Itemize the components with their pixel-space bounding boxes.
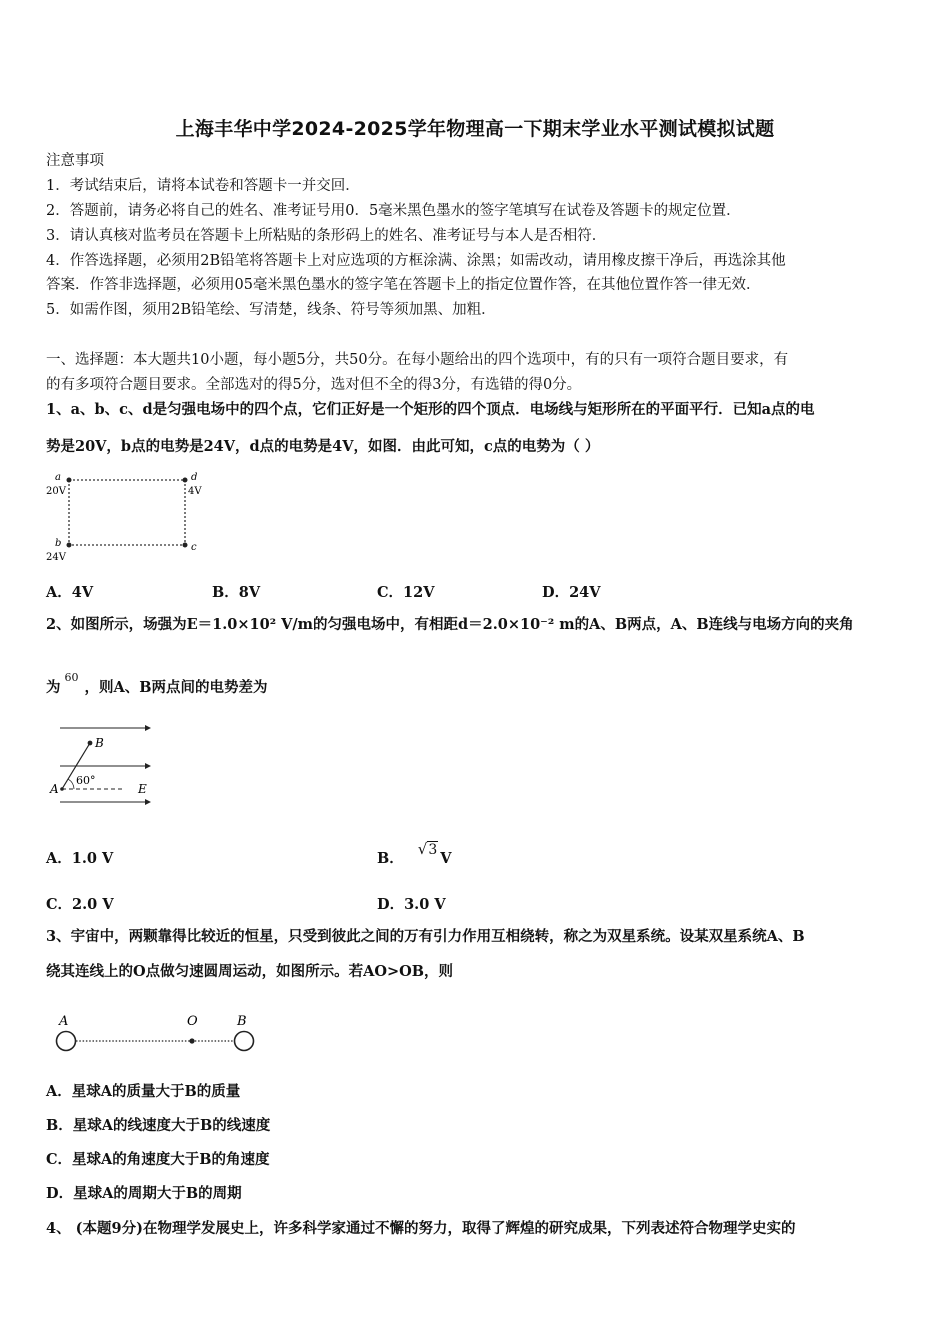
q1-rectangle-figure — [44, 470, 214, 566]
q1-stem-line1: 1、a、b、c、d是匀强电场中的四个点，它们正好是一个矩形的四个顶点．电场线与矩形所在的平面平行．已知a点的电 — [46, 401, 815, 418]
q3-stem-line2: 绕其连线上的O点做匀速圆周运动，如图所示。若AO>OB，则 — [46, 963, 454, 980]
q2-label-b: B — [95, 736, 104, 750]
q2-sqrt-expression — [418, 840, 438, 858]
q2-field-figure — [46, 720, 166, 810]
notice-item: 4．作答选择题，必须用2B铅笔将答题卡上对应选项的方框涂满、涂黑；如需改动，请用橡皮擦干净后，再选涂其他 — [46, 253, 786, 269]
q1-option-d[interactable]: D．24V — [542, 584, 601, 601]
q1-value-b: 24V — [46, 552, 66, 563]
q2-label-a: A — [50, 782, 59, 796]
q4-stem-line1: 4、 (本题9分)在物理学发展史上，许多科学家通过不懈的努力，取得了辉煌的研究成果，下列表述符合物理学史实的 — [46, 1220, 796, 1237]
section-description: 的有多项符合题目要求。全部选对的得5分，选对但不全的得3分，有选错的得0分。 — [46, 377, 582, 393]
q3-option-d[interactable]: D．星球A的周期大于B的周期 — [46, 1185, 242, 1202]
q3-stem-line1: 3、宇宙中，两颗靠得比较近的恒星，只受到彼此之间的万有引力作用互相绕转，称之为双星系统。设某双星系统A、B — [46, 928, 805, 945]
q2-option-d[interactable]: D．3.0 V — [377, 896, 446, 913]
q1-stem-line2: 势是20V，b点的电势是24V，d点的电势是4V，如图．由此可知，c点的电势为（ ） — [46, 438, 600, 455]
q2-stem-suffix: ，则A、B两点间的电势差为 — [84, 679, 268, 696]
q1-label-b: b — [55, 538, 62, 549]
q2-angle-value: 60 — [64, 671, 79, 684]
sqrt-symbol-icon: √ — [417, 840, 428, 858]
q1-value-a: 20V — [46, 486, 66, 497]
q3-label-o: O — [187, 1014, 198, 1029]
q3-option-c[interactable]: C．星球A的角速度大于B的角速度 — [46, 1151, 270, 1168]
q1-label-c: c — [191, 542, 197, 553]
q2-stem-line1: 2、如图所示，场强为E＝1.0×10² V/m的匀强电场中，有相距d＝2.0×10⁻² m的A、B两点，A、B连线与电场方向的夹角 — [46, 616, 854, 633]
notice-heading: 注意事项 — [46, 153, 104, 169]
q3-label-b: B — [237, 1014, 247, 1029]
section-heading: 一、选择题：本大题共10小题，每小题5分，共50分。在每小题给出的四个选项中，有的只有一项符合题目要求，有 — [46, 352, 789, 368]
notice-item: 答案．作答非选择题，必须用05毫米黑色墨水的签字笔在答题卡上的指定位置作答，在其他位置作答一律无效． — [46, 277, 761, 293]
q1-option-a[interactable]: A．4V — [46, 584, 94, 601]
q2-angle-label: 60° — [76, 774, 96, 787]
notice-item: 5．如需作图，须用2B铅笔绘、写清楚，线条、符号等须加黑、加粗． — [46, 302, 496, 318]
q2-sqrt-radicand: 3 — [428, 842, 438, 858]
notice-item: 3．请认真核对监考员在答题卡上所粘贴的条形码上的姓名、准考证号与本人是否相符． — [46, 228, 607, 244]
q1-option-b[interactable]: B．8V — [212, 584, 261, 601]
notice-item: 2．答题前，请务必将自己的姓名、准考证号用0．5毫米黑色墨水的签字笔填写在试卷及答题卡的规定位置． — [46, 203, 741, 219]
q2-option-b-label: B． — [377, 850, 404, 867]
q3-option-b[interactable]: B．星球A的线速度大于B的线速度 — [46, 1117, 271, 1134]
q2-option-b[interactable] — [377, 840, 452, 868]
q3-label-a: A — [59, 1014, 69, 1029]
q1-value-d: 4V — [188, 486, 202, 497]
page-title: 上海丰华中学2024-2025学年物理高一下期末学业水平测试模拟试题 — [175, 118, 775, 140]
notice-item: 1．考试结束后，请将本试卷和答题卡一并交回． — [46, 178, 360, 194]
q2-stem-prefix: 为 — [46, 679, 61, 696]
q1-label-d: d — [191, 472, 198, 483]
q2-option-c[interactable]: C．2.0 V — [46, 896, 114, 913]
q1-label-a: a — [55, 472, 61, 483]
q2-stem-line2 — [46, 671, 908, 699]
q2-option-a[interactable]: A．1.0 V — [46, 850, 114, 867]
q2-label-e: E — [138, 782, 147, 796]
q2-option-b-unit: V — [440, 850, 452, 867]
q3-option-a[interactable]: A．星球A的质量大于B的质量 — [46, 1083, 241, 1100]
q1-option-c[interactable]: C．12V — [377, 584, 435, 601]
q3-binary-star-figure — [50, 1008, 265, 1058]
